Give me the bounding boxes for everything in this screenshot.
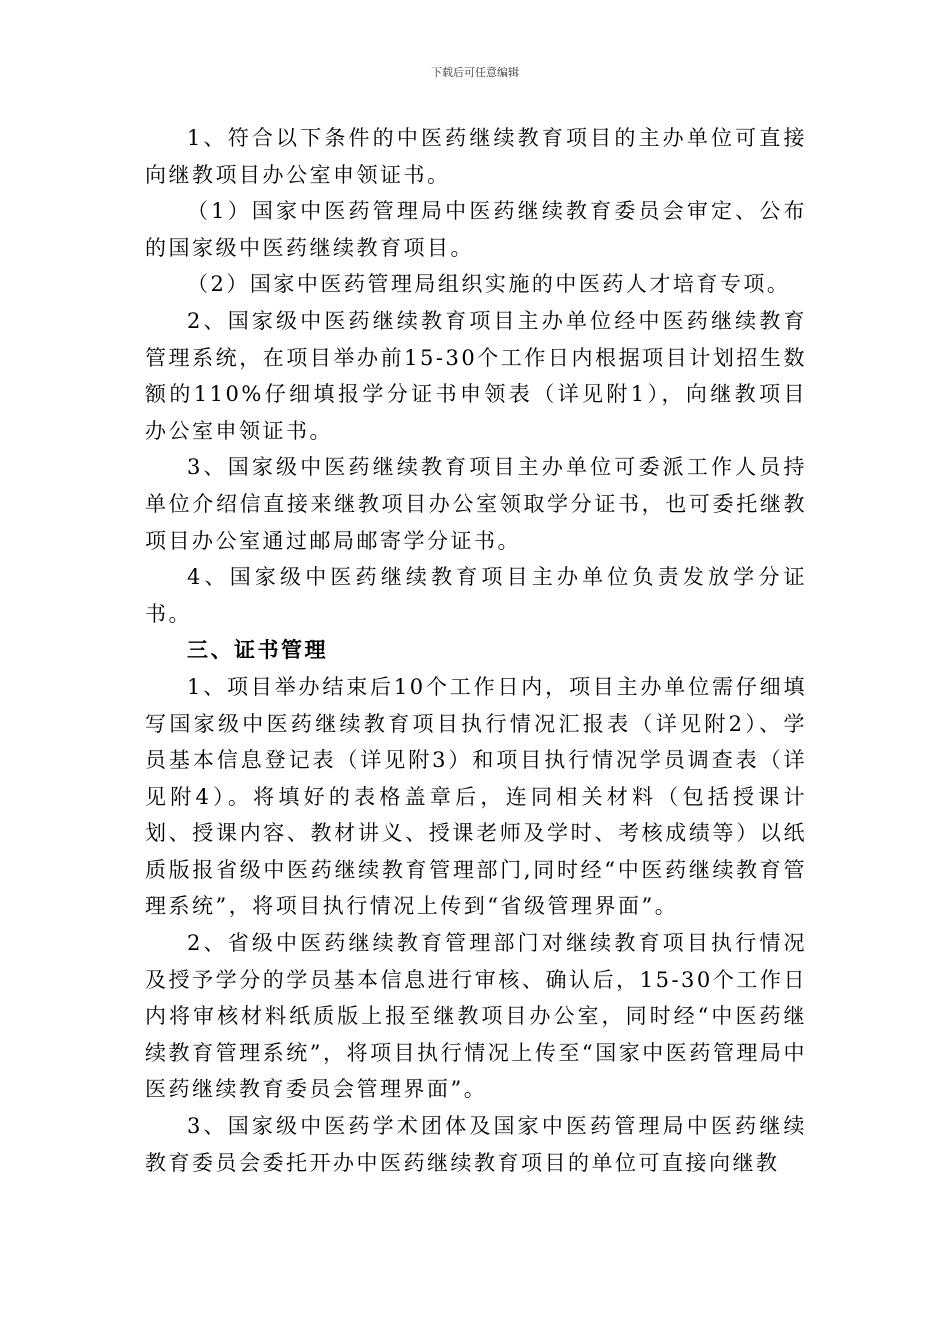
- management-paragraph-2: 2、省级中医药继续教育管理部门对继续教育项目执行情况及授予学分的学员基本信息进行审核、确认后，15-30个工作日内将审核材料纸质版上报至继教项目办公室，同时经“中医药继续教育管理系统”，将项目执行情况上传至“国家中医药管理局中医药继续教育委员会管理界面”。: [145, 931, 807, 1102]
- management-paragraph-1: 1、项目举办结束后10个工作日内，项目主办单位需仔细填写国家级中医药继续教育项目执行情况汇报表（详见附2）、学员基本信息登记表（详见附3）和项目执行情况学员调查表（详见附4）。将填好的表格盖章后，连同相关材料（包括授课计划、授课内容、教材讲义、授课老师及学时、考核成绩等）以纸质版报省级中医药继续教育管理部门,同时经“中医药继续教育管理系统”，将项目执行情况上传到“省级管理界面”。: [145, 674, 807, 919]
- management-paragraph-3: 3、国家级中医药学术团体及国家中医药管理局中医药继续教育委员会委托开办中医药继续教育项目的单位可直接向继教: [145, 1114, 807, 1175]
- page-header-note: 下载后可任意编辑: [431, 66, 519, 79]
- paragraph-4: 4、国家级中医药继续教育项目主办单位负责发放学分证书。: [145, 565, 807, 626]
- paragraph-1: 1、符合以下条件的中医药继续教育项目的主办单位可直接向继教项目办公室申领证书。: [145, 126, 807, 187]
- paragraph-3: 3、国家级中医药继续教育项目主办单位可委派工作人员持单位介绍信直接来继教项目办公室领取学分证书，也可委托继教项目办公室通过邮局邮寄学分证书。: [145, 455, 807, 553]
- section-heading-certificate-management: 三、证书管理: [187, 637, 328, 663]
- paragraph-1-item-1: （1）国家中医药管理局中医药继续教育委员会审定、公布的国家级中医药继续教育项目。: [145, 199, 807, 260]
- paragraph-2: 2、国家级中医药继续教育项目主办单位经中医药继续教育管理系统，在项目举办前15-30个工作日内根据项目计划招生数额的110%仔细填报学分证书申领表（详见附1），向继教项目办公室申领证书。: [145, 308, 807, 443]
- paragraph-1-item-2: （2）国家中医药管理局组织实施的中医药人才培育专项。: [187, 272, 791, 297]
- document-body: [145, 120, 807, 1181]
